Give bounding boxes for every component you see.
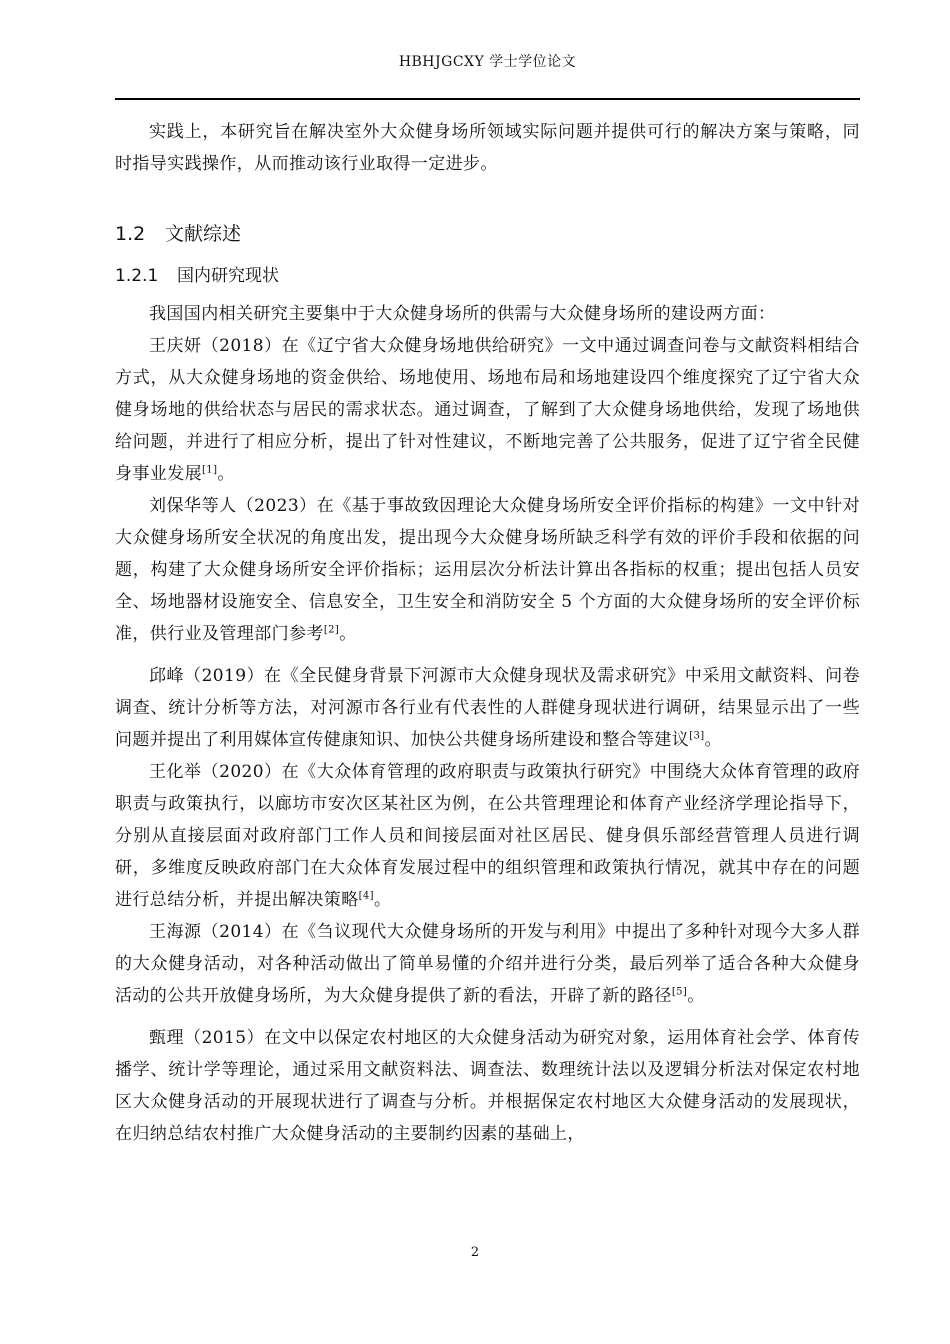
citation-3: [3] bbox=[689, 730, 705, 742]
page-body bbox=[115, 116, 860, 1150]
paragraph-qiu-feng: 邱峰（2019）在《全民健身背景下河源市大众健身现状及需求研究》中采用文献资料、问卷调查、统计分析等方法，对河源市各行业有代表性的人群健身现状进行调研，结果显示出了一些问题并提出了利用媒体宣传健康知识、加快公共健身场所建设和整合等建议[3]。 bbox=[115, 666, 860, 750]
citation-5: [5] bbox=[671, 986, 688, 998]
paragraph-overview: 我国国内相关研究主要集中于大众健身场所的供需与大众健身场所的建设两方面： bbox=[149, 304, 776, 324]
section-title: 文献综述 bbox=[165, 223, 242, 245]
header-title: HBHJGCXY 学士学位论文 bbox=[398, 54, 577, 70]
citation-2: [2] bbox=[323, 624, 340, 636]
subsection-title: 国内研究现状 bbox=[177, 266, 279, 286]
paragraph-zhen-li: 甄理（2015）在文中以保定农村地区的大众健身活动为研究对象，运用体育社会学、体育传播学、统计学等理论，通过采用文献资料法、调查法、数理统计法以及逻辑分析法对保定农村地区大众健身活动的开展现状进行了调查与分析。并根据保定农村地区大众健身活动的发展现状，在归纳总结农村推广大众健身活动的主要制约因素的基础上， bbox=[115, 1028, 860, 1144]
page-number: 2 bbox=[470, 1245, 480, 1260]
citation-1: [1] bbox=[202, 464, 218, 476]
paragraph-wang-haiyuan: 王海源（2014）在《刍议现代大众健身场所的开发与利用》中提出了多种针对现今大多人群的大众健身活动，对各种活动做出了简单易懂的介绍并进行分类，最后列举了适合各种大众健身活动的公共开放健身场所，为大众健身提供了新的看法，开辟了新的路径[5]。 bbox=[115, 922, 860, 1006]
intro-paragraph: 实践上，本研究旨在解决室外大众健身场所领域实际问题并提供可行的解决方案与策略，同时指导实践操作，从而推动该行业取得一定进步。 bbox=[115, 122, 860, 174]
page-header bbox=[115, 50, 860, 100]
subsection-number: 1.2.1 bbox=[115, 266, 159, 286]
paragraph-wang-huaju: 王化举（2020）在《大众体育管理的政府职责与政策执行研究》中围绕大众体育管理的政府职责与政策执行，以廊坊市安次区某社区为例，在公共管理理论和体育产业经济学理论指导下，分别从直接层面对政府部门工作人员和间接层面对社区居民、健身俱乐部经营管理人员进行调研，多维度反映政府部门在大众体育发展过程中的组织管理和政策执行情况，就其中存在的问题进行总结分析，并提出解决策略[4]。 bbox=[115, 762, 860, 910]
citation-4: [4] bbox=[358, 890, 374, 902]
paragraph-liu-baohua: 刘保华等人（2023）在《基于事故致因理论大众健身场所安全评价指标的构建》一文中针对大众健身场所安全状况的角度出发，提出现今大众健身场所缺乏科学有效的评价手段和依据的问题，构建了大众健身场所安全评价指标；运用层次分析法计算出各指标的权重；提出包括人员安全、场地器材设施安全、信息安全，卫生安全和消防安全 5 个方面的大众健身场所的安全评价标准，供行业及管理部门参考[2]。 bbox=[115, 496, 860, 644]
subsection-heading bbox=[115, 258, 860, 294]
section-heading bbox=[115, 214, 860, 254]
section-number: 1.2 bbox=[115, 223, 146, 245]
paragraph-wang-qingyan: 王庆妍（2018）在《辽宁省大众健身场地供给研究》一文中通过调查问卷与文献资料相结合方式，从大众健身场地的资金供给、场地使用、场地布局和场地建设四个维度探究了辽宁省大众健身场地的供给状态与居民的需求状态。通过调查，了解到了大众健身场地供给，发现了场地供给问题，并进行了相应分析，提出了针对性建议，不断地完善了公共服务，促进了辽宁省全民健身事业发展[1]。 bbox=[115, 336, 860, 484]
